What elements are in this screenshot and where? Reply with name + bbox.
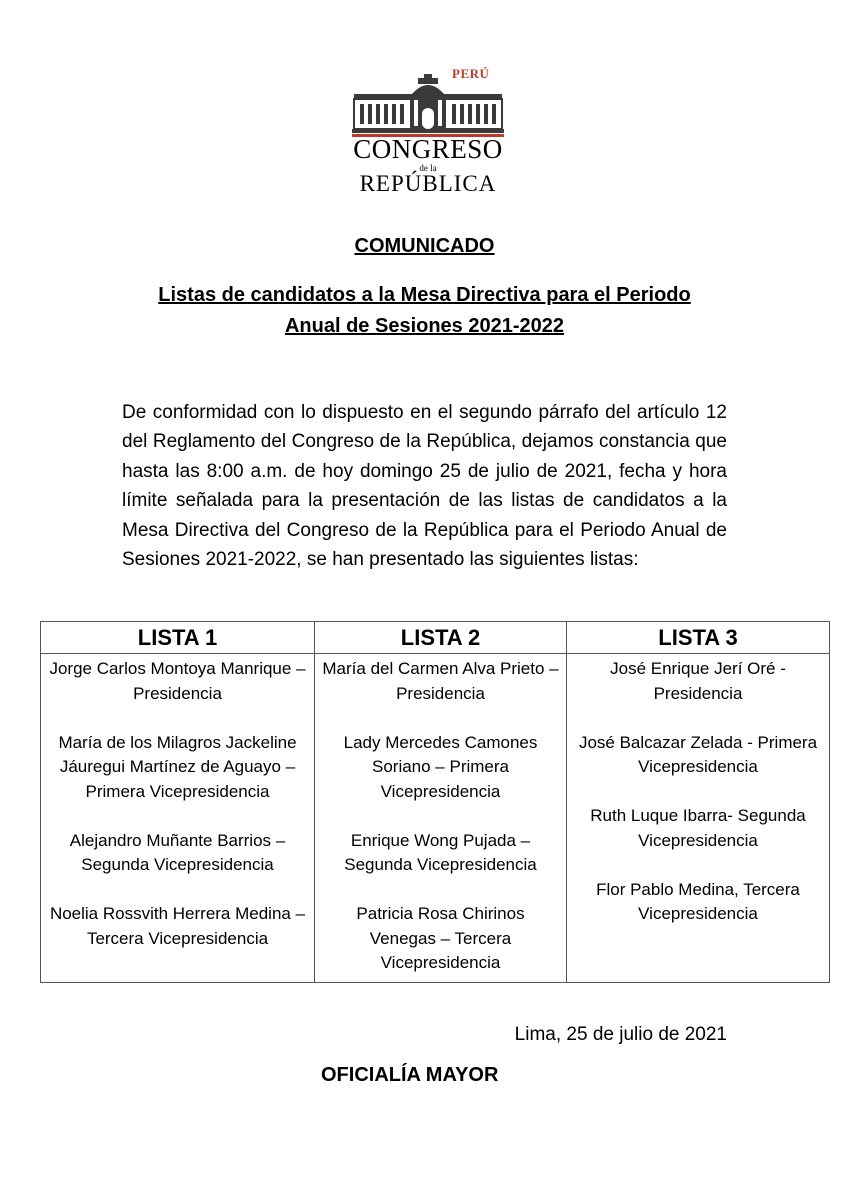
list-item: María de los Milagros Jackeline Jáuregui Martínez de Aguayo – Primera Vicepresidencia: [58, 732, 297, 801]
list-item: Ruth Luque Ibarra- Segunda Vicepresidencia: [590, 806, 806, 850]
list-item: Noelia Rossvith Herrera Medina – Tercera Vicepresidencia: [49, 904, 306, 948]
list-2-candidates: [315, 654, 567, 983]
list-1-header: LISTA 1: [41, 622, 315, 654]
list-item: Jorge Carlos Montoya Manrique – Presidencia: [49, 659, 306, 703]
list-item: Alejandro Muñante Barrios – Segunda Vicepresidencia: [69, 830, 286, 874]
logo-country: PERÚ: [452, 66, 490, 81]
list-3-header: LISTA 3: [567, 622, 830, 654]
subtitle-line-2: Anual de Sesiones 2021-2022: [284, 315, 565, 337]
document-date: Lima, 25 de julio de 2021: [514, 1024, 727, 1045]
list-item: María del Carmen Alva Prieto – Presidencia: [322, 659, 559, 703]
list-3-candidates: [567, 654, 830, 983]
congress-logo: [348, 66, 508, 194]
subtitle-line-1: Listas de candidatos a la Mesa Directiva para el Periodo: [158, 284, 691, 306]
logo-republica: REPÚBLICA: [359, 171, 497, 196]
list-item: José Balcazar Zelada - Primera Vicepresidencia: [578, 732, 818, 776]
candidate-lists-table: [40, 621, 830, 983]
congress-building-icon: [352, 74, 504, 138]
table-row: [41, 654, 830, 983]
subtitle: [0, 280, 849, 342]
table-header-row: [41, 622, 830, 654]
list-item: Patricia Rosa Chirinos Venegas – Tercera Vicepresidencia: [356, 904, 525, 972]
logo-de-la: de la: [419, 163, 437, 173]
list-2-header: LISTA 2: [315, 622, 567, 654]
list-1-candidates: [41, 654, 315, 983]
list-item: Enrique Wong Pujada – Segunda Vicepresidencia: [344, 830, 537, 874]
page-title: COMUNICADO: [354, 235, 495, 257]
body-paragraph: De conformidad con lo dispuesto en el segundo párrafo del artículo 12 del Reglamento del Congreso de la República, dejamos constancia que hasta las 8:00 a.m. de hoy domingo 25 de julio de 2021, fecha y hora límite señalada para la presentación de las listas de candidatos a la Mesa Directiva del Congreso de la República para el Periodo Anual de Sesiones 2021-2022, se han presentado las siguientes listas:: [122, 402, 727, 571]
list-item: José Enrique Jerí Oré - Presidencia: [610, 659, 786, 703]
signature-office: OFICIALÍA MAYOR: [321, 1064, 499, 1086]
list-item: Flor Pablo Medina, Tercera Vicepresidencia: [596, 879, 800, 923]
list-item: Lady Mercedes Camones Soriano – Primera Vicepresidencia: [343, 732, 538, 801]
logo-congreso: CONGRESO: [353, 134, 503, 164]
